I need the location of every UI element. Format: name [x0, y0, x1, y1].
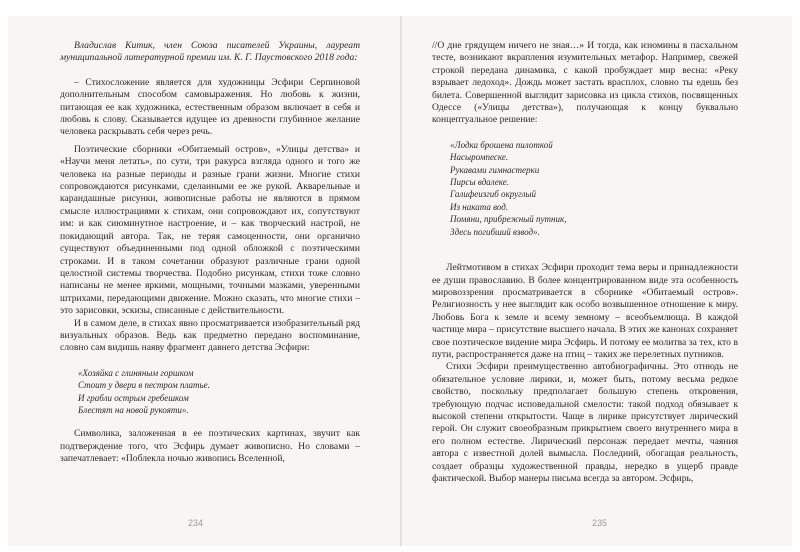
verse-line: Блестят на новой рукояти».	[78, 404, 189, 415]
page-number: 234	[188, 518, 204, 528]
paragraph: Поэтические сборники «Обитаемый остров», «Улицы детства» и «Научи меня летать», по сути, три ракурса взгляда одного и того же человека на разные периоды и разные грани жизни. Многие стихи сопровождаются рисунками, сделанными ее же рукой. Акварельные и карандашные рисунки, живописные работы не являются в прямом смысле иллюстрациями к стихам, они сопровождают их, сопутствуют им: и как сиюминутное настроение, и – как творческий настрой, не покидающий автора. Так, не теряя самоценности, они органично существуют объединенными под одной обложкой с поэтическими строками. И в таком сочетании образуют различные грани одной целостной системы творчества. Подобно рисункам, стихи тоже словно написаны не менее яркими, мощными, точными мазками, уверенными штрихами, передающими движение. Можно сказать, что многие стихи – это зарисовки, эскизы, списанные с действительности.	[60, 143, 360, 317]
paragraph: Стихи Эсфири преимущественно автобиографичны. Это отнюдь не обязательное условие лирики, и, может быть, потому весьма редкое свойство, поскольку предполагает большую степень откровения, требующую подчас исповедальной смелости: такой подход обязывает к высокой степени открытости. Чаще в лирике присутствует лирический герой. Он служит своеобразным прикрытием своего внутреннего мира в его полном естестве. Лирический персонаж передает мечты, чаяния автора с известной долей вымысла. Последний, обогащая реальность, создает образцы художественной правды, нередко в ущерб правде фактической. Выбор манеры письма всегда за автором. Эсфирь,	[432, 361, 738, 484]
verse-line: Галифеизгиб округлый	[450, 189, 537, 200]
author-attribution: Владислав Китик, член Союза писателей Украины, лауреат муниципальной литературной премии им. К. Г. Паустовского 2018 года:	[60, 40, 360, 64]
page-number: 235	[592, 518, 608, 528]
right-page	[402, 16, 792, 546]
poem-quote	[78, 367, 360, 417]
verse-line: Помяни, прибрежный путник,	[450, 214, 567, 225]
verse-line: И грабли острым гребешком	[78, 392, 189, 403]
book-spread	[8, 16, 792, 546]
verse-line: «Хозяйка с глиняным горшком	[78, 367, 194, 378]
paragraph: Символика, заложенная в ее поэтических картинах, звучит как подтверждение того, что Эсфирь думает живописно. Но словами – запечатлевает: «Поблекла ночью живопись Вселенной,	[60, 428, 360, 465]
left-page	[8, 16, 400, 546]
poem-quote	[450, 139, 738, 238]
verse-line: Пирсы вдалеке.	[450, 177, 510, 188]
verse-line: Здесь погибший взвод».	[450, 226, 540, 237]
verse-line: Рукавами гимнастерки	[450, 164, 540, 175]
right-page-text	[432, 40, 738, 485]
paragraph: – Стихосложение является для художницы Эсфири Серпиновой дополнительным способом самовыражения. Но любовь к жизни, питающая ее как художника, естественным образом включает в себя и любовь к слову. Сказывается идущее из древности глубинное желание человека раскрывать себя через речь.	[60, 76, 360, 138]
paragraph: //О дне грядущем ничего не зная…» И тогда, как изюмины в пасхальном тесте, возникают вкрапления изумительных метафор. Например, свежей строкой передана динамика, с какой пробуждает мир весна: «Реку взрывает ледоход». Дождь может застать врасплох, словно ты едешь без билета. Совершенной выглядит зарисовка из цикла стихов, посвященных Одессе («Улицы детства»), получающая к концу буквально концептуальное решение:	[432, 40, 738, 126]
left-page-text	[60, 40, 360, 466]
verse-line: Из наката вод.	[450, 201, 509, 212]
paragraph: Лейтмотивом в стихах Эсфири проходит тема веры и принадлежности ее души православию. В более концентрированном виде эта особенность мировоззрения просматривается в сборнике «Обитаемый остров». Религиозность у нее выглядит как особо возвышенное отношение к миру. Любовь Бога к земле и всему земному – всеобъемлюща. В каждой частице мира – присутствие высшего начала. В этих же канонах сохраняет свое поэтическое видение мира Эсфирь. И потому ее молитва за тех, кто в пути, распространяется даже на птиц – таких же перелетных путников.	[432, 262, 738, 360]
verse-line: «Лодка брошена пилоткой	[450, 139, 553, 150]
verse-line: Стоит у двери в пестром платье.	[78, 380, 210, 391]
verse-line: Насыромпеске.	[450, 152, 509, 163]
paragraph: И в самом деле, в стихах явно просматривается изобразительный ряд визуальных образов. Ведь как предметно передано воспоминание, словно сам видишь наяву фрагмент давнего детства Эсфири:	[60, 317, 360, 354]
